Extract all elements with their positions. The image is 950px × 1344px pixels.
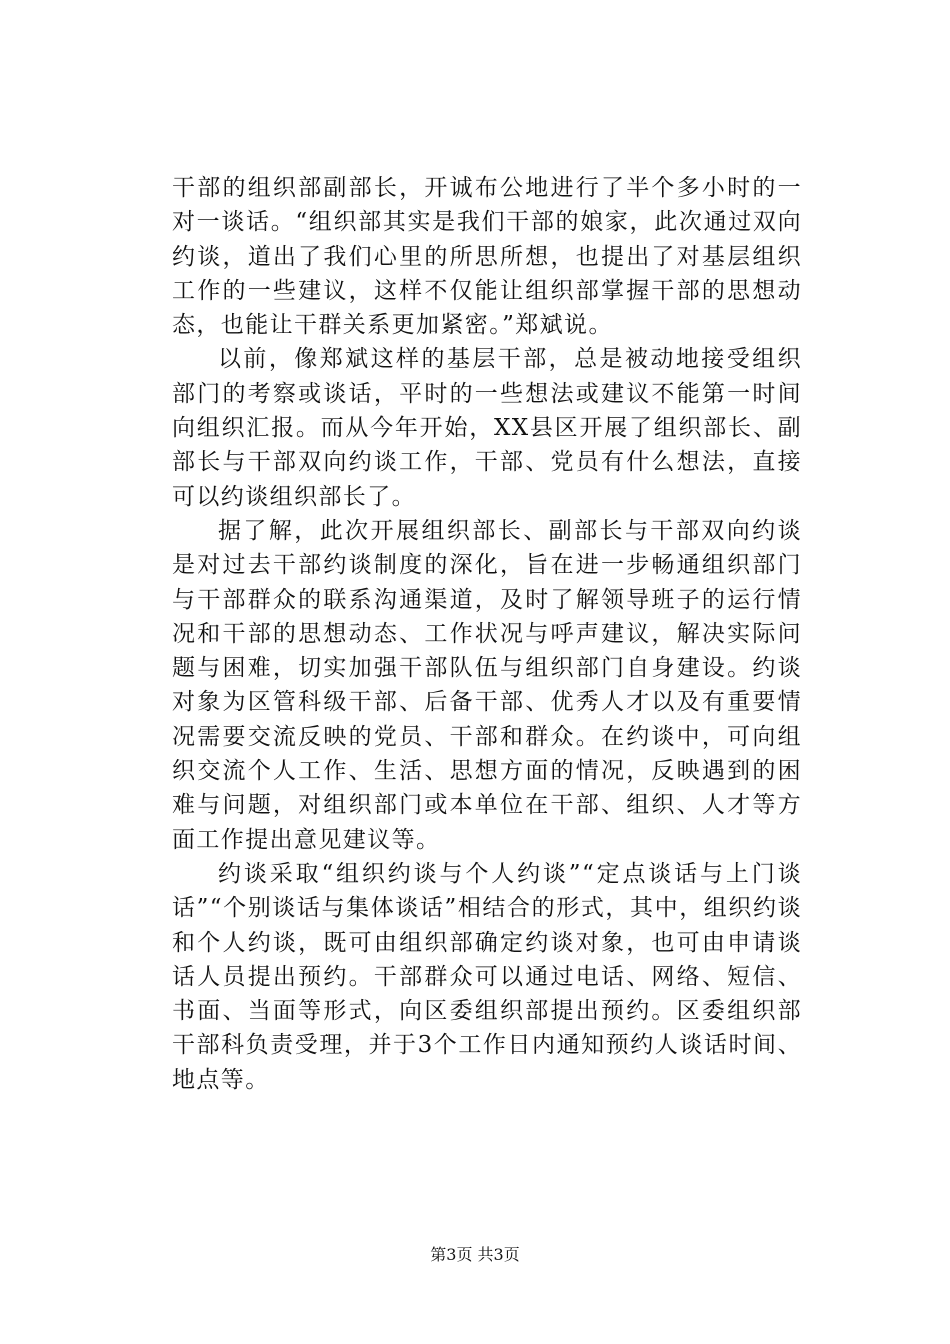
paragraph: 以前，像郑斌这样的基层干部，总是被动地接受组织部门的考察或谈话，平时的一些想法或建议不能第一时间向组织汇报。而从今年开始，XX县区开展了组织部长、副部长与干部双向约谈工作，干部、党员有什么想法，直接可以约谈组织部长了。 xyxy=(172,346,802,510)
document-body xyxy=(172,171,802,1097)
paragraph-continuation: 干部的组织部副部长，开诚布公地进行了半个多小时的一对一谈话。“组织部其实是我们干部的娘家，此次通过双向约谈，道出了我们心里的所思所想，也提出了对基层组织工作的一些建议，这样不仅能让组织部掌握干部的思想动态，也能让干群关系更加紧密。”郑斌说。 xyxy=(172,175,802,339)
paragraph: 据了解，此次开展组织部长、副部长与干部双向约谈是对过去干部约谈制度的深化，旨在进一步畅通组织部门与干部群众的联系沟通渠道，及时了解领导班子的运行情况和干部的思想动态、工作状况与呼声建议，解决实际问题与困难，切实加强干部队伍与组织部门自身建设。约谈对象为区管科级干部、后备干部、优秀人才以及有重要情况需要交流反映的党员、干部和群众。在约谈中，可向组织交流个人工作、生活、思想方面的情况，反映遇到的困难与问题，对组织部门或本单位在干部、组织、人才等方面工作提出意见建议等。 xyxy=(172,517,802,853)
paragraph: 约谈采取“组织约谈与个人约谈”“定点谈话与上门谈话”“个别谈话与集体谈话”相结合的形式，其中，组织约谈和个人约谈，既可由组织部确定约谈对象，也可由申请谈话人员提出预约。干部群众可以通过电话、网络、短信、书面、当面等形式，向区委组织部提出预约。区委组织部干部科负责受理，并于3个工作日内通知预约人谈话时间、地点等。 xyxy=(172,860,802,1093)
page-number-footer: 第3页 共3页 xyxy=(430,1245,520,1264)
